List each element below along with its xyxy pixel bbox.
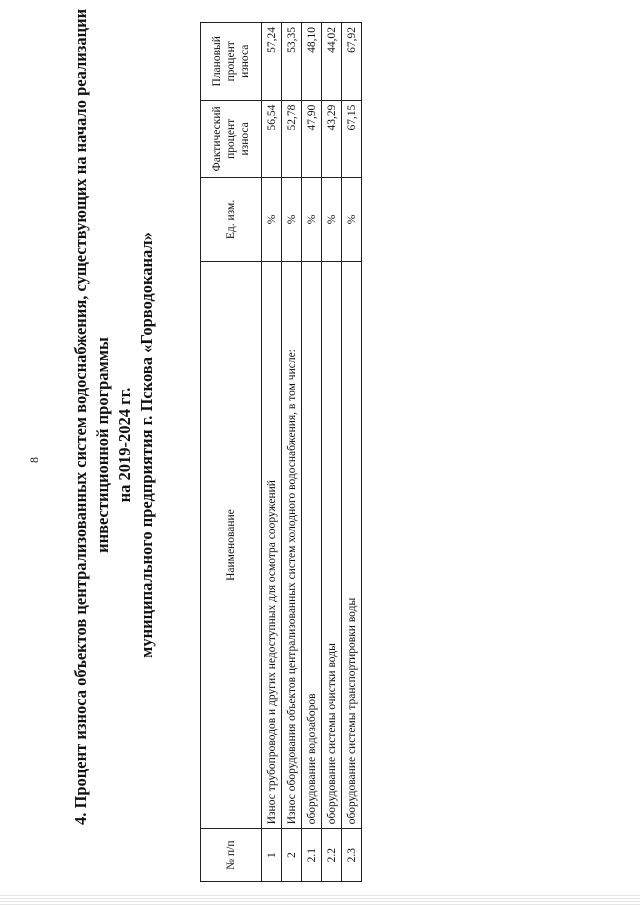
row-name: оборудование водозаборов <box>302 261 322 828</box>
row-num: 2 <box>282 829 302 882</box>
header-unit: Ед. изм. <box>201 178 262 262</box>
row-unit: % <box>342 178 362 262</box>
row-unit: % <box>322 178 342 262</box>
row-plan: 53,35 <box>282 23 302 101</box>
row-fact: 67,15 <box>342 100 362 178</box>
header-plan: Плановый процент износа <box>201 23 262 101</box>
row-num: 1 <box>262 829 282 882</box>
page-number: 8 <box>27 457 41 463</box>
row-unit: % <box>262 178 282 262</box>
scan-edge-noise <box>0 895 640 905</box>
title-line-1: 4. Процент износа объектов централизованных систем водоснабжения, существующих на начало реализации <box>71 8 90 825</box>
row-name: оборудование системы транспортировки воды <box>342 261 362 828</box>
header-fact: Фактический процент износа <box>201 100 262 178</box>
row-plan: 57,24 <box>262 23 282 101</box>
row-unit: % <box>302 178 322 262</box>
row-fact: 52,78 <box>282 100 302 178</box>
table-row <box>262 23 282 882</box>
row-plan: 48,10 <box>302 23 322 101</box>
row-num: 2.2 <box>322 829 342 882</box>
table-header-row <box>201 23 262 882</box>
row-name: Износ оборудования объектов централизованных систем холодного водоснабжения, в том числе: <box>282 261 302 828</box>
header-num: № п/п <box>201 829 262 882</box>
table-row <box>282 23 302 882</box>
row-unit: % <box>282 178 302 262</box>
row-fact: 47,90 <box>302 100 322 178</box>
table-row <box>302 23 322 882</box>
row-fact: 43,29 <box>322 100 342 178</box>
row-num: 2.3 <box>342 829 362 882</box>
title-line-4: муниципального предприятия г. Пскова «Горводоканал» <box>137 232 156 658</box>
title-line-3: на 2019-2024 гг. <box>115 387 134 503</box>
row-plan: 67,92 <box>342 23 362 101</box>
row-name: Износ трубопроводов и других недоступных для осмотра сооружений <box>262 261 282 828</box>
row-num: 2.1 <box>302 829 322 882</box>
header-name: Наименование <box>201 261 262 828</box>
wear-table <box>200 22 362 882</box>
row-name: оборудование системы очистки воды <box>322 261 342 828</box>
table-row <box>322 23 342 882</box>
table-row <box>342 23 362 882</box>
row-fact: 56,54 <box>262 100 282 178</box>
title-line-2: инвестиционной программы <box>93 337 112 553</box>
document-title <box>70 8 158 825</box>
row-plan: 44,02 <box>322 23 342 101</box>
